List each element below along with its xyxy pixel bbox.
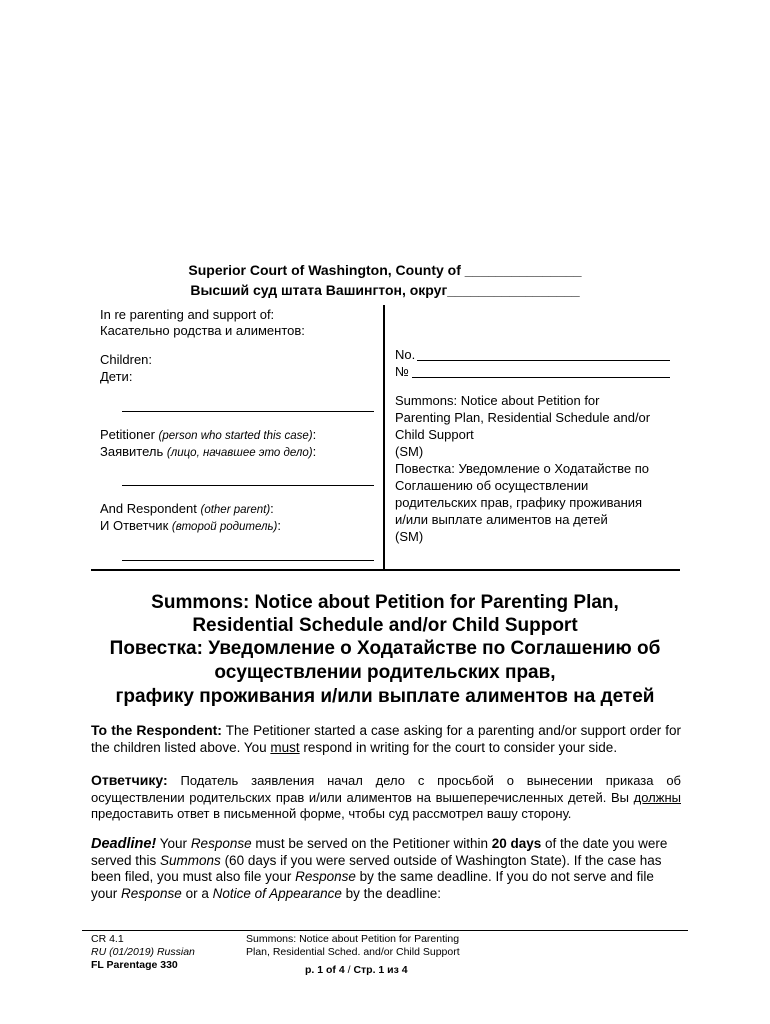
petitioner-label-ru: Заявитель (лицо, начавшее это дело): (100, 444, 317, 459)
footer-rule (82, 930, 688, 931)
document-title-line: Parenting Plan, Residential Schedule and/or (395, 410, 651, 425)
document-title-line: Соглашению об осуществлении (395, 478, 589, 493)
respondent-notice-ru: Ответчику: Податель заявления начал дело с просьбой о вынесении приказа об осуществлении родительских прав и/или алиментов на вышеперечисленных детей. Вы должны предоставить ответ в письменной форме, чтобы суд рассмотрел вашу сторону. (91, 772, 681, 821)
footer-fl-number: FL Parentage 330 (91, 959, 178, 971)
deadline-paragraph: Deadline! Your Response must be served on the Petitioner within 20 days of the date you were served this Summons (60 days if you were served outside of Washington State). If the case has been filed, you must also file your Response by the same deadline. If you do not serve and file your Response or a Notice of Appearance by the deadline: (91, 836, 668, 901)
document-title-line: (SM) (395, 529, 424, 544)
case-number-label-ru: № (395, 364, 409, 379)
document-title-line: (SM) (395, 444, 424, 459)
children-label-en: Children: (100, 352, 153, 367)
document-title-line: Summons: Notice about Petition for (395, 393, 600, 408)
footer-page-number: p. 1 of 4 / Стр. 1 из 4 (305, 964, 408, 976)
main-title-en-2: Residential Schedule and/or Child Support (192, 615, 578, 636)
respondent-label-en: And Respondent (other parent): (100, 501, 274, 516)
caption-vertical-divider (383, 305, 385, 570)
document-title-line: Повестка: Уведомление о Ходатайстве по (395, 461, 649, 476)
in-re-en: In re parenting and support of: (100, 307, 275, 322)
respondent-name-line (122, 560, 374, 561)
footer-form-code: CR 4.1 (91, 933, 124, 945)
case-number-line-en[interactable] (417, 360, 670, 361)
main-title-ru-1: Повестка: Уведомление о Ходатайстве по Соглашению об (109, 638, 661, 659)
court-name-ru: Высший суд штата Вашингтон, округ_________________ (190, 282, 580, 298)
case-number-label-en: No. (395, 347, 416, 362)
respondent-label-ru: И Ответчик (второй родитель): (100, 518, 281, 533)
court-name-en: Superior Court of Washington, County of _______________ (188, 262, 582, 278)
children-name-line (122, 411, 374, 412)
document-title-line: и/или выплате алиментов на детей (395, 512, 608, 527)
case-number-line-ru[interactable] (412, 377, 670, 378)
respondent-notice-en: To the Respondent: The Petitioner started a case asking for a parenting and/or support order for the children listed above. You must respond in writing for the court to consider your side. (91, 722, 681, 755)
main-title-en-1: Summons: Notice about Petition for Parenting Plan, (151, 592, 619, 613)
main-title-ru-2: осуществлении родительских прав, (214, 662, 556, 683)
caption-bottom-rule (91, 569, 680, 571)
document-title-line: Child Support (395, 427, 474, 442)
main-title-ru-3: графику проживания и/или выплате алиментов на детей (115, 686, 655, 707)
petitioner-label-en: Petitioner (person who started this case): (100, 427, 317, 442)
footer-title-1: Summons: Notice about Petition for Parenting (246, 933, 460, 945)
footer-title-2: Plan, Residential Sched. and/or Child Support (246, 946, 460, 958)
document-title-line: родительских прав, графику проживания (395, 495, 643, 510)
in-re-ru: Касательно родства и алиментов: (100, 323, 305, 338)
children-label-ru: Дети: (100, 369, 133, 384)
footer-revision: RU (01/2019) Russian (91, 946, 195, 958)
petitioner-name-line (122, 485, 374, 486)
document-title-block (395, 392, 680, 545)
